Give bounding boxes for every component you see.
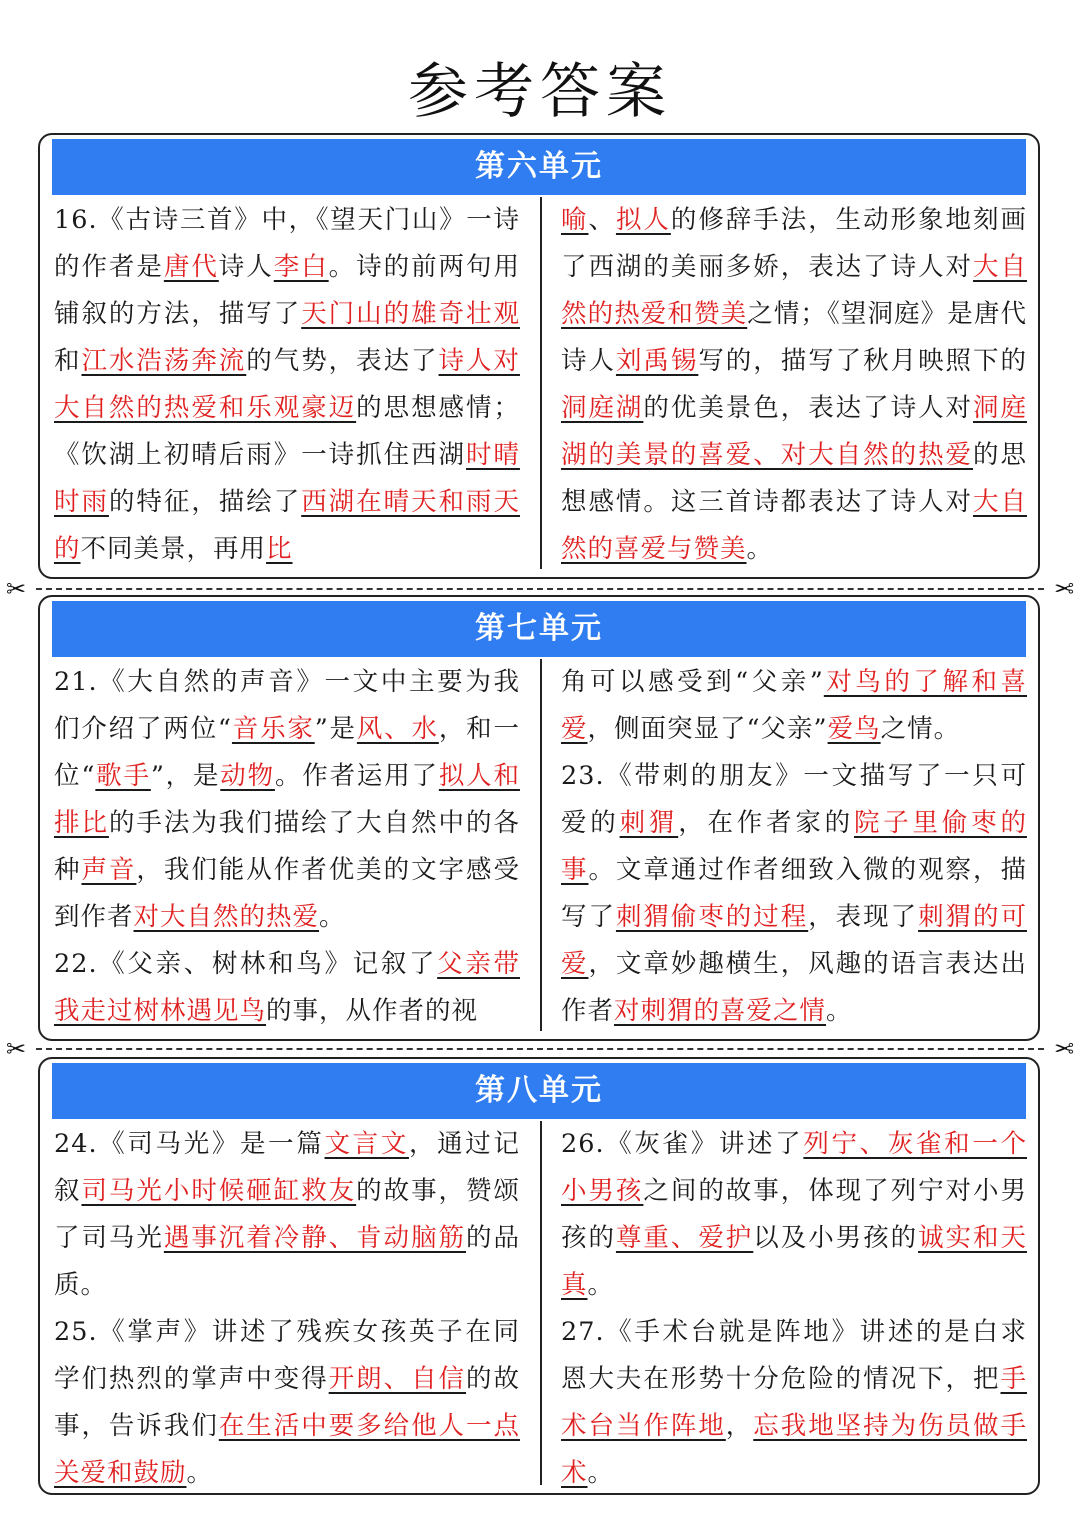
unit-7-heading: 第七单元	[52, 601, 1026, 657]
scissors-icon: ✂	[6, 575, 27, 603]
question-text: 的修辞手法，生动形象地刻画了西湖的美丽多娇，表达了诗人对	[561, 205, 1027, 282]
answer-text: 李白	[273, 252, 329, 282]
answer-text: 唐代	[163, 252, 219, 282]
question-text: 。	[826, 996, 853, 1026]
question-text: 。作者运用了	[274, 761, 439, 791]
question-text: 的思想感情。这三首诗都表达了诗人对	[561, 440, 1027, 517]
question-text: 26.《灰雀》讲述了	[561, 1129, 804, 1159]
answer-text: 开朗、自信	[328, 1364, 467, 1394]
scissors-icon: ✂	[6, 1035, 27, 1063]
answer-text: 尊重、爱护	[615, 1223, 754, 1253]
answer-paragraph	[54, 941, 520, 1035]
question-text: ，我们能从作者优美的文字感受到作者	[54, 855, 520, 932]
unit-8-right-column	[561, 1121, 1027, 1497]
question-text: 角可以感受到“父亲”	[561, 667, 824, 697]
unit-7-card	[38, 595, 1040, 1041]
unit-8-heading: 第八单元	[52, 1063, 1026, 1119]
question-text: 的优美景色，表达了诗人对	[643, 393, 973, 423]
answer-text: 忘我地坚持为伤员做手术	[561, 1411, 1027, 1488]
question-text: 。	[746, 534, 774, 564]
question-text: 的故事，赞颂了司马光	[54, 1176, 520, 1253]
answer-text: 司马光小时候砸缸救友	[81, 1176, 357, 1206]
question-text: 。文章通过作者细致入微的观察，描写了	[561, 855, 1027, 932]
answer-text: 在生活中要多给他人一点关爱和鼓励	[54, 1411, 520, 1488]
question-text: ”是	[314, 714, 357, 744]
question-text: ，在作者家的	[678, 808, 854, 838]
answer-paragraph	[561, 753, 1027, 1035]
question-text: 之间的故事，体现了列宁对小男孩的	[561, 1176, 1027, 1253]
question-text: ，表现了	[808, 902, 919, 932]
answer-text: 西湖在晴天和雨天的	[54, 487, 520, 564]
answer-text: 拟人	[615, 205, 671, 235]
answer-text: 洞庭湖的美景的喜爱、对大自然的热爱	[561, 393, 1027, 470]
question-text: 25.《掌声》讲述了残疾女孩英子在同学们热烈的掌声中变得	[54, 1317, 520, 1394]
answer-text: 列宁、灰雀和一个小男孩	[561, 1129, 1027, 1206]
question-text: 的气势，表达了	[246, 346, 439, 376]
answer-paragraph	[54, 197, 520, 573]
question-text: ，和一位“	[54, 714, 520, 791]
answer-text: 文言文	[324, 1129, 409, 1159]
answer-text: 刘禹锡	[615, 346, 699, 376]
scissors-icon: ✂	[1053, 1035, 1074, 1063]
column-divider	[540, 1121, 542, 1485]
answer-text: 诗人对大自然的热爱和乐观豪迈	[54, 346, 520, 423]
answer-paragraph	[54, 1309, 520, 1497]
question-text: ，通过记叙	[54, 1129, 520, 1206]
answer-text: 动物	[220, 761, 275, 791]
question-text: 写的，描写了秋月映照下的	[698, 346, 1027, 376]
answer-text: 时晴时雨	[54, 440, 520, 517]
answer-text: 手术台当作阵地	[561, 1364, 1027, 1441]
unit-6-left-column	[54, 197, 520, 573]
question-text: 22.《父亲、树林和鸟》记叙了	[54, 949, 438, 979]
answer-text: 诚实和天真	[561, 1223, 1027, 1300]
answer-text: 洞庭湖	[561, 393, 644, 423]
question-text: ，文章妙趣横生，风趣的语言表达出作者	[561, 949, 1027, 1026]
answer-text: 对大自然的热爱	[133, 902, 320, 932]
question-text: 的手法为我们描绘了大自然中的各种	[54, 808, 520, 885]
unit-8-card	[38, 1057, 1040, 1495]
unit-6-card	[38, 133, 1040, 579]
unit-6-right-column	[561, 197, 1027, 573]
question-text: 的思想感情；《饮湖上初晴后雨》一诗抓住西湖	[54, 393, 520, 470]
answer-text: 大自然的热爱和赞美	[561, 252, 1027, 329]
answer-text: 对刺猬的喜爱之情	[614, 996, 827, 1026]
question-text: 。	[587, 1270, 615, 1300]
answer-text: 爱鸟	[827, 714, 881, 744]
answer-text: 江水浩荡奔流	[81, 346, 247, 376]
question-text: 不同美景，再用	[80, 534, 267, 564]
answer-text: 院子里偷枣的事	[561, 808, 1027, 885]
question-text: 的品质。	[54, 1223, 520, 1300]
question-text: 的故事，告诉我们	[54, 1364, 520, 1441]
question-text: 27.《手术台就是阵地》讲述的是白求恩大夫在形势十分危险的情况下，把	[561, 1317, 1027, 1394]
answer-text: 遇事沉着冷静、肯动脑筋	[163, 1223, 466, 1253]
unit-7-right-column	[561, 659, 1027, 1035]
answer-text: 歌手	[95, 761, 151, 791]
question-text: 。	[587, 1458, 615, 1488]
unit-7-left-column	[54, 659, 520, 1035]
column-divider	[540, 659, 542, 1031]
scissors-icon: ✂	[1053, 575, 1074, 603]
answer-paragraph	[54, 1121, 520, 1309]
question-text: ，	[725, 1411, 754, 1441]
answer-text: 喻	[561, 205, 589, 235]
question-text: 诗人	[218, 252, 274, 282]
unit-6-heading: 第六单元	[52, 139, 1026, 195]
question-text: 23.《带刺的朋友》一文描写了一只可爱的	[561, 761, 1027, 838]
answer-text: 刺猬的可爱	[561, 902, 1027, 979]
answer-text: 天门山的雄奇壮观	[301, 299, 520, 329]
question-text: 。诗的前两句用铺叙的方法，描写了	[54, 252, 520, 329]
answer-paragraph	[54, 659, 520, 941]
question-text: 的特征，描绘了	[108, 487, 302, 517]
answer-text: 刺猬偷枣的过程	[615, 902, 809, 932]
question-text: 。	[319, 902, 346, 932]
answer-text: 拟人和排比	[54, 761, 520, 838]
answer-paragraph	[561, 1309, 1027, 1497]
answer-text: 声音	[81, 855, 137, 885]
question-text: 和	[54, 346, 82, 376]
answer-text: 音乐家	[231, 714, 315, 744]
question-text: 之情；《望洞庭》是唐代诗人	[561, 299, 1027, 376]
question-text: 的事，从作者的视	[266, 996, 479, 1026]
answer-text: 比	[266, 534, 293, 564]
question-text: 21.《大自然的声音》一文中主要为我们介绍了两位“	[54, 667, 520, 744]
question-text: ”，是	[150, 761, 221, 791]
answer-paragraph	[561, 197, 1027, 573]
page-title: 参考答案	[408, 57, 672, 127]
answer-paragraph	[561, 1121, 1027, 1309]
question-text: 、	[588, 205, 616, 235]
column-divider	[540, 197, 542, 569]
answer-text: 风、水	[356, 714, 439, 744]
answer-text: 刺猬	[619, 808, 679, 838]
answer-text: 父亲带我走过树林遇见鸟	[54, 949, 520, 1026]
question-text: 24.《司马光》是一篇	[54, 1129, 325, 1159]
question-text: 。	[186, 1458, 214, 1488]
answer-paragraph	[561, 659, 1027, 753]
dashed-separator	[36, 1048, 1044, 1050]
question-text: ，侧面突显了“父亲”	[587, 714, 828, 744]
unit-8-left-column	[54, 1121, 520, 1497]
question-text: 以及小男孩的	[753, 1223, 919, 1253]
question-text: 16.《古诗三首》中，《望天门山》一诗的作者是	[54, 205, 520, 282]
question-text: 之情。	[880, 714, 961, 744]
answer-text: 对鸟的了解和喜爱	[561, 667, 1027, 744]
answer-text: 大自然的喜爱与赞美	[561, 487, 1027, 564]
dashed-separator	[36, 588, 1044, 590]
